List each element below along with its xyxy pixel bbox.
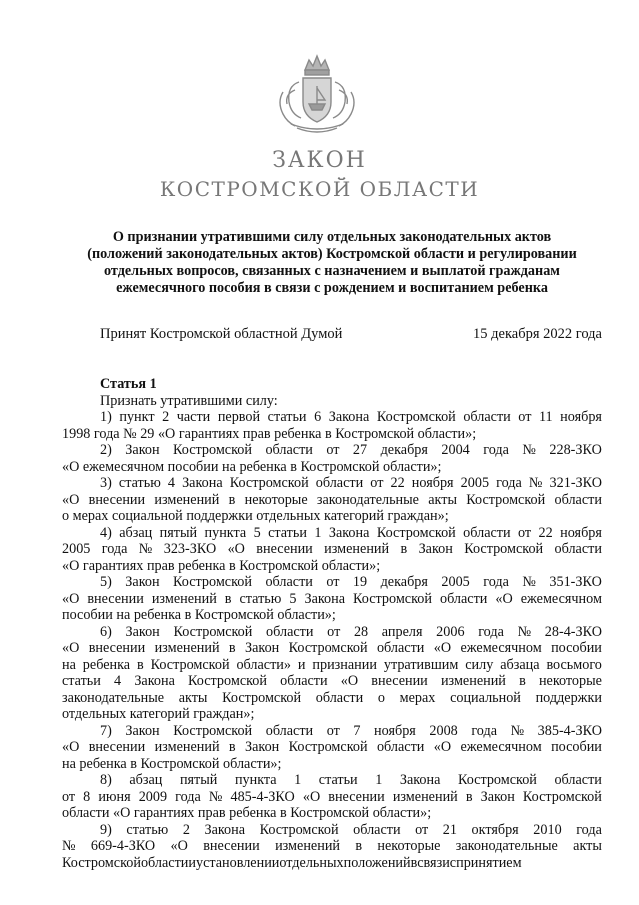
item-line: 9) статью 2 Закона Костромской области от 21 октября 2010 года [100, 821, 602, 838]
article-intro: Признать утратившими силу: [100, 392, 278, 409]
item-line: области «О гарантиях прав ребенка в Костромской области»; [62, 805, 432, 821]
item-line: 3) статью 4 Закона Костромской области от 22 ноября 2005 года № 321-ЗКО [100, 475, 602, 491]
article-item [62, 475, 602, 525]
item-line: о мерах социальной поддержки отдельных категорий граждан»; [62, 508, 449, 524]
article-item [62, 723, 602, 773]
adoption-line [100, 326, 602, 344]
article-item [62, 409, 602, 442]
item-line: «О внесении изменений в некоторые законодательные акты Костромской области [62, 491, 602, 508]
article-title: Статья 1 [100, 376, 157, 392]
article-body [62, 376, 602, 871]
item-line: 8) абзац пятый пункта 1 статьи 1 Закона Костромской области [100, 772, 602, 788]
law-heading [62, 229, 602, 297]
item-line: от 8 июня 2009 года № 485-4-ЗКО «О внесении изменений в Закон Костромской [62, 788, 602, 805]
item-line: 1998 года № 29 «О гарантиях прав ребенка в Костромской области»; [62, 425, 477, 442]
article-item [62, 442, 602, 475]
item-line: «О внесении изменений в статью 5 Закона Костромской области «О ежемесячном [62, 590, 602, 607]
region-title: КОСТРОМСКОЙ ОБЛАСТИ [159, 177, 480, 201]
article-item [62, 772, 602, 822]
adoption-date: 15 декабря 2022 года [473, 326, 602, 342]
item-line: отдельных категорий граждан»; [62, 706, 255, 722]
item-line: статьи 4 Закона Костромской области «О внесении изменений в некоторые [62, 673, 602, 689]
item-line: Костромскойобластииустановленииотдельныхположенийвсвязиспринятием [62, 854, 522, 871]
item-line: «О гарантиях прав ребенка в Костромской области»; [62, 557, 381, 574]
item-line: «О внесении изменений в Закон Костромской области «О ежемесячном пособии [62, 640, 602, 656]
item-line: на ребенка в Костромской области» и признании утратившим силу абзаца восьмого [62, 656, 602, 673]
item-line: № 669-4-ЗКО «О внесении изменений в некоторые законодательные акты [62, 838, 602, 854]
heading-line: ежемесячного пособия в связи с рождением и воспитанием ребенка [116, 280, 548, 296]
article-items [62, 409, 602, 871]
adopted-by: Принят Костромской областной Думой [100, 326, 343, 342]
item-line: 7) Закон Костромской области от 7 ноября 2008 года № 385-4-ЗКО [100, 722, 602, 739]
article-item [62, 525, 602, 575]
item-line: 1) пункт 2 части первой статьи 6 Закона Костромской области от 11 ноября [100, 409, 602, 425]
heading-line: (положений законодательных актов) Костромской области и регулировании [87, 246, 577, 262]
article-item [62, 624, 602, 723]
article-item [62, 574, 602, 624]
heading-line: О признании утратившими силу отдельных законодательных актов [112, 229, 552, 245]
heading-line: отдельных вопросов, связанных с назначением и выплатой гражданам [104, 263, 560, 279]
item-line: 5) Закон Костромской области от 19 декабря 2005 года № 351-ЗКО [100, 574, 602, 590]
item-line: на ребенка в Костромской области»; [62, 755, 282, 772]
item-line: «О ежемесячном пособии на ребенка в Костромской области»; [62, 458, 442, 475]
item-line: пособии на ребенка в Костромской области»; [62, 607, 336, 623]
coat-of-arms-emblem [269, 52, 365, 138]
item-line: 6) Закон Костромской области от 28 апреля 2006 года № 28-4-ЗКО [100, 623, 602, 640]
law-title: ЗАКОН [272, 148, 367, 173]
item-line: 2) Закон Костромской области от 27 декабря 2004 года № 228-ЗКО [100, 442, 602, 458]
article-item [62, 822, 602, 872]
item-line: 2005 года № 323-ЗКО «О внесении изменений в Закон Костромской области [62, 541, 602, 557]
item-line: 4) абзац пятый пункта 5 статьи 1 Закона Костромской области от 22 ноября [100, 524, 602, 541]
item-line: законодательные акты Костромской области о мерах социальной поддержки [62, 689, 602, 706]
item-line: «О внесении изменений в Закон Костромской области «О ежемесячном пособии [62, 739, 602, 755]
